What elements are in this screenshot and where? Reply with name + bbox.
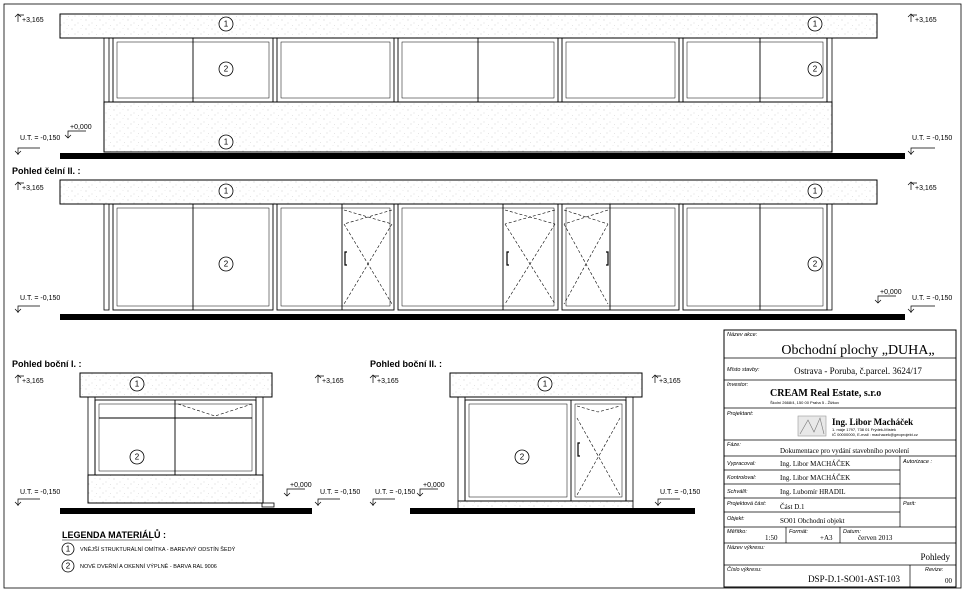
plinth-wall-rear [104,102,832,152]
drawing-label: 1. máje 1797, 738 01 Frýdek-Místek [832,427,897,432]
level-top-rear-right: +3,165 [915,17,937,24]
drawing-label: Ing. Libor MACHÁČEK [780,474,851,482]
drawing-label: Datum: [843,529,861,535]
elevation-rear [60,14,905,159]
drawing-label: 2 [812,64,818,74]
level-terrain-side1-left: U.T. = -0,150 [20,489,61,496]
drawing-label: Ing. Lubomír HRADIL [780,488,846,496]
drawing-label: Ing. Libor MACHÁČEK [780,460,851,468]
phase: Dokumentace pro vydání stavebního povolení [780,447,910,455]
drawing-label: Místo stavby: [727,367,760,373]
drawing-label: 2 [223,259,229,269]
level-terrain-rear-right: U.T. = -0,150 [912,135,953,142]
level-zero-front: +0,000 [880,289,902,296]
drawing-label: SO01 Obchodní objekt [780,517,845,525]
level-top-side2-left: +3,165 [377,378,399,385]
level-top-side1-right: +3,165 [322,378,344,385]
legend-item-2: NOVÉ DVEŘNÍ A OKENNÍ VÝPLNĚ - BARVA RAL 9006 [80,564,217,570]
legend-item-1: VNĚJŠÍ STRUKTURÁLNÍ OMÍTKA - BAREVNÝ ODSTÍN ŠEDÝ [80,547,236,553]
drawing-number: DSP-D.1-SO01-AST-103 [808,574,900,584]
attic-band-front [60,180,877,204]
material-legend [62,529,236,572]
level-terrain-front-left: U.T. = -0,150 [20,295,61,302]
project-name: Obchodní plochy „DUHA„ [781,343,935,358]
elevation-front [60,180,905,320]
level-top-rear-left: +3,165 [22,17,44,24]
drawing-label: Objekt: [727,516,745,522]
drawing-label: 1 [223,137,229,147]
legend-title: LEGENDA MATERIÁLŮ : [62,530,166,540]
level-top-front-right: +3,165 [915,185,937,192]
drawing-label: Projektová část: [727,501,767,507]
drawing-label: +A3 [820,534,833,542]
drawing-label: Část D.1 [780,503,805,511]
level-top-side2-right: +3,165 [659,378,681,385]
drawing-label: Parit: [903,501,916,507]
drawing-label: Měřítko: [727,529,747,535]
view-title-side1: Pohled boční I. : [12,359,82,369]
drawing-label: 2 [812,259,818,269]
drawing-label: 2 [65,561,71,571]
level-terrain-side1-right: U.T. = -0,150 [320,489,361,496]
ground-line-front [60,314,905,320]
drawing-label: 1 [812,19,818,29]
level-top-front-left: +3,165 [22,185,44,192]
level-terrain-front-right: U.T. = -0,150 [912,295,953,302]
drawing-label: Vypracoval: [727,461,756,467]
drawing-label: Název výkresu: [727,545,765,551]
drawing-label: 1 [812,186,818,196]
window-row-front [113,204,827,310]
drawing-label: Název akce: [727,332,758,338]
drawing-label: 1 [223,186,229,196]
drawing-label: červen 2013 [858,534,893,542]
designer-logo [798,416,826,436]
drawing-label: Schválil: [727,489,748,495]
drawing-label: Investor: [727,382,749,388]
door-swing-lines [344,210,608,304]
drawing-label: 1 [134,379,140,389]
drawing-label: 1 [223,19,229,29]
view-title-front: Pohled čelní II. : [12,166,81,176]
project-location: Ostrava - Poruba, č.parcel. 3624/17 [794,366,922,376]
elevation-side-2 [410,373,695,514]
level-top-side1-left: +3,165 [22,378,44,385]
level-zero-side1: +0,000 [290,482,312,489]
drawing-label: 1:50 [765,534,778,542]
drawing-label: 2 [134,452,140,462]
drawing-label: 1 [65,544,71,554]
level-zero-rear: +0,000 [70,124,92,131]
drawing-label: 2 [519,452,525,462]
drawing-label: Číslo výkresu: [727,567,762,573]
level-terrain-rear-left: U.T. = -0,150 [20,135,61,142]
level-markers [15,14,935,506]
drawing-label: Kontroloval: [727,475,757,481]
level-zero-side2: +0,000 [423,482,445,489]
drawing-label: Revize: [925,567,944,573]
drawing-label: Projektant: [727,411,754,417]
ground-line-rear [60,153,905,159]
revision: 00 [945,577,952,585]
drawing-label: Formát: [789,529,808,535]
drawing-label: Fáze: [727,442,741,448]
door-handles [345,252,608,265]
drawing-label: IČ 00000000, E-mail : machacek@geoprojekt.cz [832,432,918,437]
drawing-label: Školní 2668/4, 150 00 Praha 5 - Žižkov [770,400,840,405]
elevation-side-1 [60,373,312,514]
drawing-label: Autorizace : [903,459,933,465]
drawing-label: 2 [223,64,229,74]
level-terrain-side2-right: U.T. = -0,150 [660,489,701,496]
designer-name: Ing. Libor Macháček [832,417,914,427]
attic-band-rear [60,14,877,38]
drawing-name: Pohledy [920,552,950,562]
view-title-side2: Pohled boční II. : [370,359,442,369]
level-terrain-side2-left: U.T. = -0,150 [375,489,416,496]
drawing-label: 1 [542,379,548,389]
investor-name: CREAM Real Estate, s.r.o [770,388,882,399]
